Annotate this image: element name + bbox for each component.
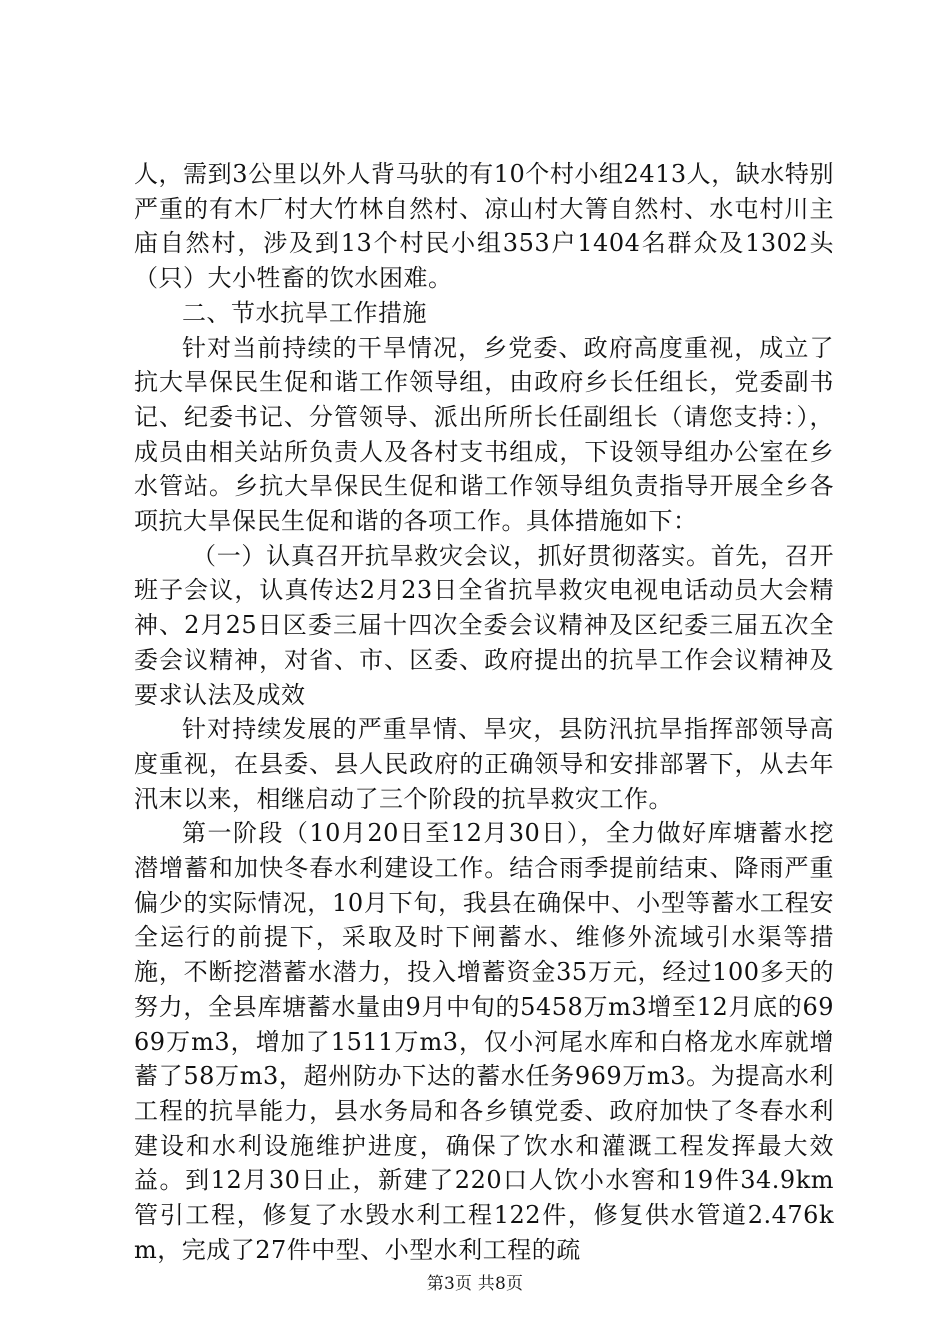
paragraph-leadership-group: 针对当前持续的干旱情况，乡党委、政府高度重视，成立了抗大旱保民生促和谐工作领导组，由政府乡长任组长，党委副书记、纪委书记、分管领导、派出所所长任副组长（请您支持：），成员由相关站所负责人及各村支书组成，下设领导组办公室在乡水管站。乡抗大旱保民生促和谐工作领导组负责指导开展全乡各项抗大旱保民生促和谐的各项工作。具体措施如下：: [134, 333, 834, 536]
document-body: [134, 157, 834, 1268]
section-heading-measures: 二、节水抗旱工作措施: [182, 298, 427, 327]
paragraph-water-shortage: 人，需到3公里以外人背马驮的有10个村小组2413人，缺水特别严重的有木厂村大竹林自然村、凉山村大箐自然村、水屯村川主庙自然村，涉及到13个村民小组353户1404名群众及1302头（只）大小牲畜的饮水困难。: [134, 160, 834, 293]
page-number-footer: 第3页 共8页: [426, 1274, 524, 1294]
paragraph-first-stage: 第一阶段（10月20日至12月30日），全力做好库塘蓄水挖潜增蓄和加快冬春水利建设工作。结合雨季提前结束、降雨严重偏少的实际情况，10月下旬，我县在确保中、小型等蓄水工程安全运行的前提下，采取及时下闸蓄水、维修外流域引水渠等措施，不断挖潜蓄水潜力，投入增蓄资金35万元，经过100多天的努力，全县库塘蓄水量由9月中旬的5458万m3增至12月底的6969万m3，增加了1511万m3，仅小河尾水库和白格龙水库就增蓄了58万m3，超州防办下达的蓄水任务969万m3。为提高水利工程的抗旱能力，县水务局和各乡镇党委、政府加快了冬春水利建设和水利设施维护进度，确保了饮水和灌溉工程发挥最大效益。到12月30日止，新建了220口人饮小水窖和19件34.9km管引工程，修复了水毁水利工程122件，修复供水管道2.476km，完成了27件中型、小型水利工程的疏: [134, 819, 834, 1264]
paragraph-county-response: 针对持续发展的严重旱情、旱灾，县防汛抗旱指挥部领导高度重视，在县委、县人民政府的正确领导和安排部署下，从去年汛末以来，相继启动了三个阶段的抗旱救灾工作。: [134, 715, 834, 813]
paragraph-meeting-implementation: （一）认真召开抗旱救灾会议，抓好贯彻落实。首先，召开班子会议，认真传达2月23日全省抗旱救灾电视电话动员大会精神、2月25日区委三届十四次全委会议精神及区纪委三届五次全委会议精神，对省、市、区委、政府提出的抗旱工作会议精神及要求认法及成效: [134, 541, 834, 709]
